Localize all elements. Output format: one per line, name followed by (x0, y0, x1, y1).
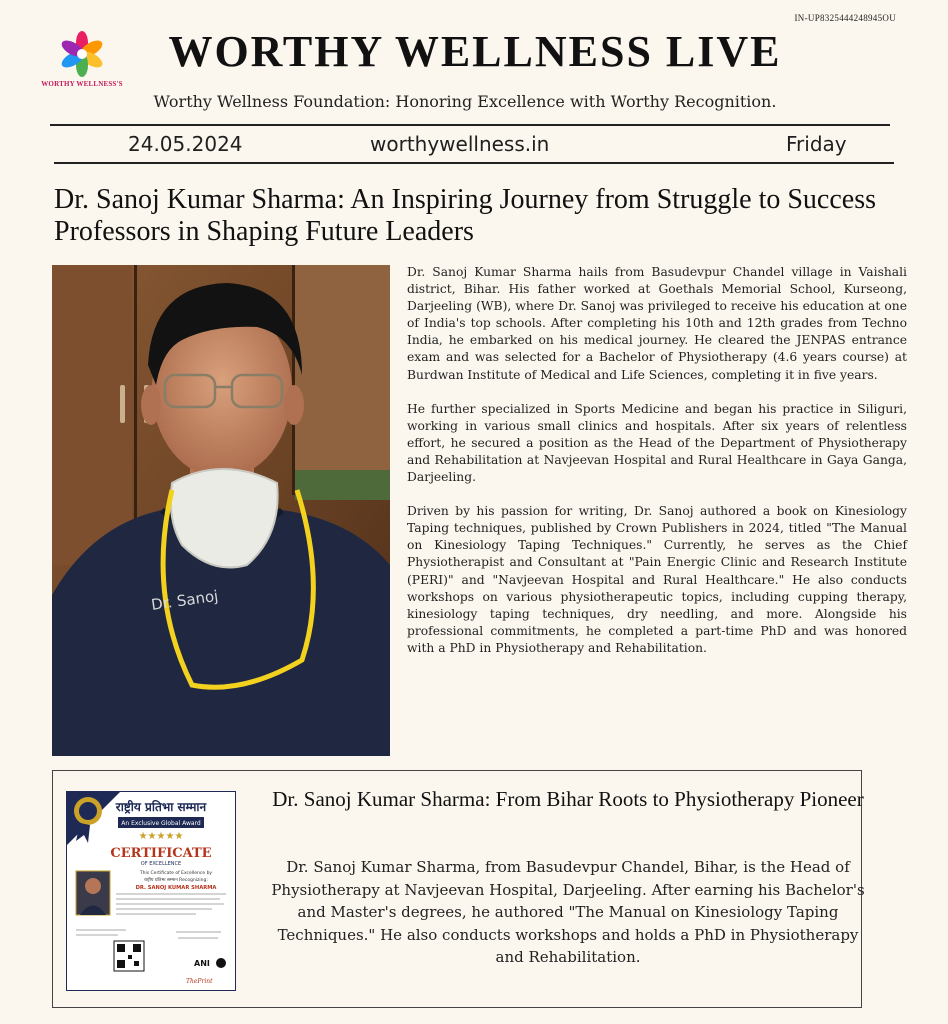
cert-line1: This Certificate of Excellence by (139, 871, 213, 876)
registration-number: IN-UP8325444248945OU (794, 13, 896, 23)
cert-title: CERTIFICATE (110, 846, 212, 861)
article-paragraph: Dr. Sanoj Kumar Sharma hails from Basudevpur Chandel village in Vaishali district, Bihar. His father worked at Goethals Memorial School, Kurseong, Darjeeling (WB), where Dr. Sanoj was privileged to receive his education at one of India's top schools. After completing his 10th and 12th grades from Techno India, he embarked on his medical journey. He cleared the JENPAS entrance exam and was selected for a Bachelor of Physiotherapy (4.6 years course) at Burdwan Institute of Medical and Life Sciences, completing it in five years. (407, 265, 907, 382)
article-paragraph: He further specialized in Sports Medicine and began his practice in Siliguri, working in various small clinics and hospitals. After six years of relentless effort, he secured a position as the Head of the Department of Physiotherapy and Rehabilitation at Navjeevan Hospital and Rural Healthcare in Gaya Ganga, Darjeeling. (407, 401, 907, 485)
article-paragraph: Driven by his passion for writing, Dr. Sanoj authored a book on Kinesiology Taping techniques, published by Crown Publishers in 2024, titled "The Manual on Kinesiology Taping Techniques." Currently, he serves as the Chief Physiotherapist and Consultant at "Pain Energic Clinic and Research Institute (PERI)" and "Navjeevan Hospital and Rural Healthcare." He also conducts workshops on various physiotherapeutic topics, including cupping therapy, kinesiology taping techniques, dry needling, and more. Alongside his professional commitments, he completed a part-time PhD and was honored with a PhD in Physiotherapy and Rehabilitation. (407, 504, 907, 655)
cert-footer-brand: ThePrint (186, 978, 213, 985)
cert-name: DR. SANOJ KUMAR SHARMA (135, 885, 217, 891)
cert-hindi-title: राष्ट्रीय प्रतिभा सम्मान (115, 800, 207, 814)
article-body (407, 264, 907, 674)
certificate-illustration (66, 791, 236, 991)
flower-logo-icon (58, 30, 106, 78)
svg-text:Dr. Sanoj: Dr. Sanoj (150, 586, 220, 614)
top-rule (50, 124, 890, 126)
tagline: Worthy Wellness Foundation: Honoring Excellence with Worthy Recognition. (153, 92, 777, 111)
logo-text: WORTHY WELLNESS'S (41, 80, 123, 88)
article-headline: Dr. Sanoj Kumar Sharma: An Inspiring Journey from Struggle to Success Professors in Shaping Future Leaders (54, 184, 877, 247)
summary-title: Dr. Sanoj Kumar Sharma: From Bihar Roots to Physiotherapy Pioneer (272, 787, 864, 811)
bottom-rule (54, 162, 894, 164)
cert-stars: ★★★★★ (138, 831, 184, 842)
cert-badge: An Exclusive Global Award (121, 820, 201, 827)
website-link[interactable]: worthywellness.in (370, 132, 550, 156)
masthead: WORTHY WELLNESS LIVE (168, 27, 782, 76)
cert-subtitle: OF EXCELLENCE (140, 861, 182, 867)
brand-logo (32, 30, 132, 92)
portrait-illustration (52, 265, 390, 756)
portrait-photo (52, 265, 390, 756)
summary-body: Dr. Sanoj Kumar Sharma, from Basudevpur Chandel, Bihar, is the Head of Physiotherapy at Navjeevan Hospital, Darjeeling. After earning his Bachelor's and Master's degrees, he authored "The Manual on Kinesiology Taping Techniques." He also conducts workshops and holds a PhD in Physiotherapy and Rehabilitation. (271, 858, 865, 966)
certificate-image (66, 791, 236, 991)
issue-day: Friday (786, 132, 847, 156)
issue-date: 24.05.2024 (128, 132, 243, 156)
cert-footer-logo: ANI (194, 959, 210, 968)
cert-line2: राष्ट्रीय प्रतिभा सम्मान Recognizing: (144, 878, 208, 883)
